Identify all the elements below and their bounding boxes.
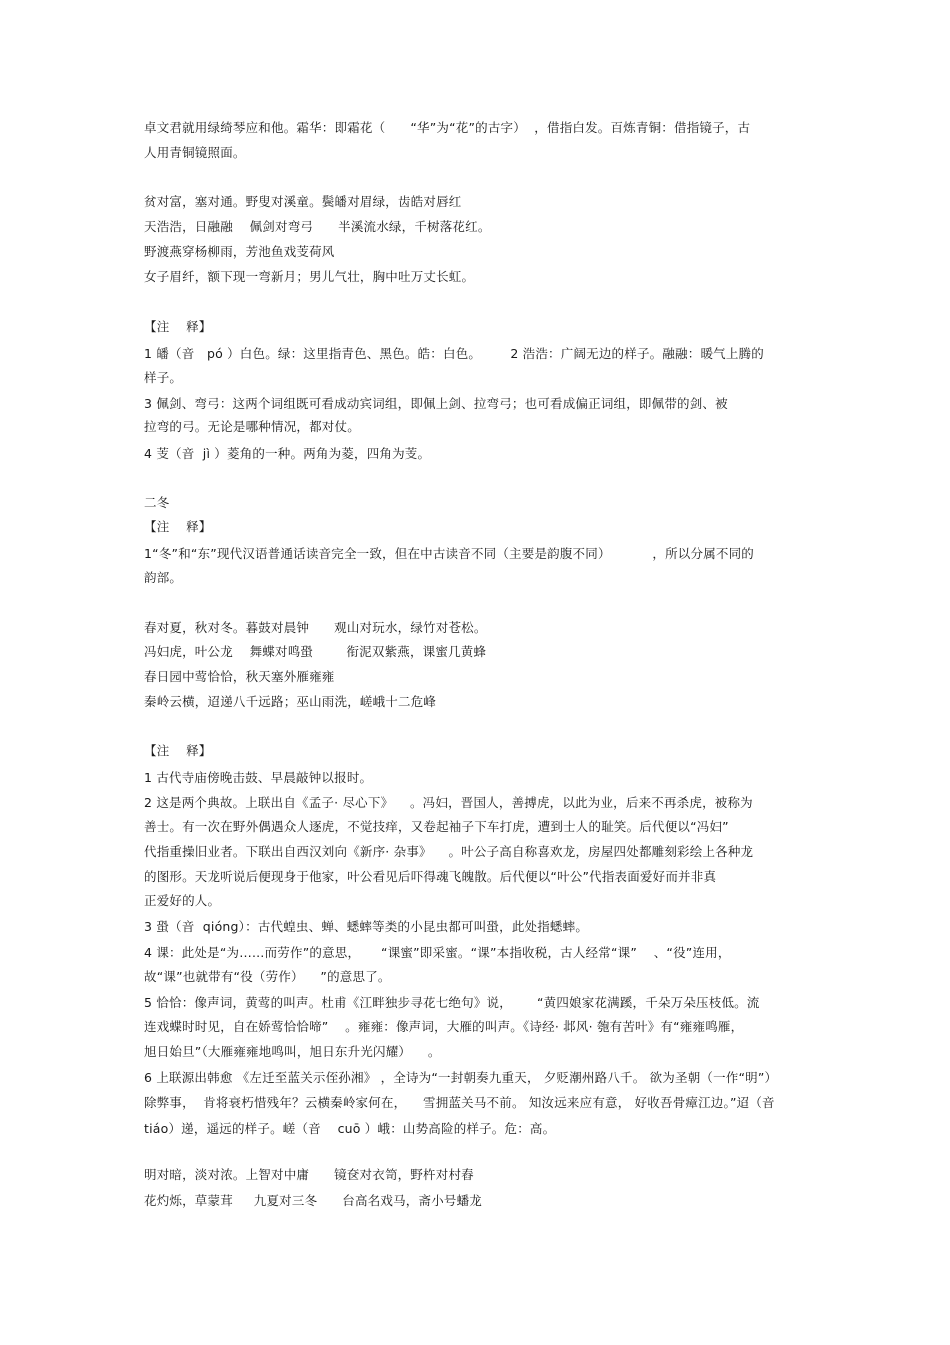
couplet-line: 春日园中莺恰恰，秋天塞外雁雍雍 [144,669,335,684]
note-line: 4 芰（音 jì ）菱角的一种。两角为菱，四角为芰。 [144,446,431,461]
couplet-line: 冯妇虎，叶公龙 舞蝶对鸣蛩 衔泥双紫燕，课蜜几黄蜂 [144,644,487,659]
note-line: 2 这是两个典故。上联出自《孟子· 尽心下》 。冯妇，晋国人，善搏虎，以此为业，后来不再杀虎，被称为 [144,795,753,810]
note-line: 5 恰恰：像声词，黄莺的叫声。杜甫《江畔独步寻花七绝句》说， “黄四娘家花满蹊，千朵万朵压枝低。流 [144,995,760,1010]
text-line: 人用青铜镜照面。 [144,145,246,160]
note-line: 旭日始旦”（大雁雍雍地鸣叫，旭日东升光闪耀） 。 [144,1044,441,1059]
note-line: 的图形。天龙听说后便现身于他家，叶公看见后吓得魂飞魄散。后代便以“叶公”代指表面爱好而并非真 [144,869,717,884]
note-line: 4 课：此处是“为……而劳作”的意思， “课蜜”即采蜜。“课”本指收税，古人经常“课” 、“役”连用， [144,945,731,960]
couplet-line: 贫对富，塞对通。野叟对溪童。鬓皤对眉绿，齿皓对唇红 [144,194,462,209]
notes-heading: 【注 释】 [144,743,212,758]
notes-heading: 【注 释】 [144,319,212,334]
note-line: 除弊事， 肯将衰朽惜残年？云横秦岭家何在， 雪拥蓝关马不前。 知汝远来应有意， 好收吾骨瘴江边。”迢（音 [144,1095,775,1110]
note-line: 3 佩剑、弯弓：这两个词组既可看成动宾词组，即佩上剑、拉弯弓；也可看成偏正词组，即佩带的剑、被 [144,396,728,411]
couplet-line: 明对暗，淡对浓。上智对中庸 镜奁对衣笥，野杵对村舂 [144,1167,474,1182]
note-line: 韵部。 [144,570,183,585]
couplet-line: 春对夏，秋对冬。暮鼓对晨钟 观山对玩水，绿竹对苍松。 [144,620,487,635]
note-line: 1 皤（音 pó ）白色。绿：这里指青色、黑色。皓：白色。 2 浩浩：广阔无边的样子。融融：暖气上腾的 [144,346,764,361]
note-line: 故“课”也就带有“役（劳作） ”的意思了。 [144,969,391,984]
couplet-line: 天浩浩，日融融 佩剑对弯弓 半溪流水绿，千树落花红。 [144,219,491,234]
note-line: 样子。 [144,370,183,385]
note-line: 代指重操旧业者。下联出自西汉刘向《新序· 杂事》 。叶公子高自称喜欢龙，房屋四处都雕刻彩绘上各种龙 [144,844,754,859]
note-line: 1“冬”和“东”现代汉语普通话读音完全一致，但在中古读音不同（主要是韵腹不同） ，所以分属不同的 [144,546,754,561]
section-heading: 二冬 [144,495,170,510]
note-line: 连戏蝶时时见，自在娇莺恰恰啼” 。雍雍：像声词，大雁的叫声。《诗经· 邶风· 匏有苦叶》有“雍雍鸣雁， [144,1019,744,1034]
note-line: 3 蛩（音 qióng）：古代蝗虫、蝉、蟋蟀等类的小昆虫都可叫蛩，此处指蟋蟀。 [144,919,589,934]
couplet-line: 野渡燕穿杨柳雨，芳池鱼戏芰荷风 [144,244,335,259]
note-line: 正爱好的人。 [144,893,221,908]
note-line: 拉弯的弓。无论是哪种情况，都对仗。 [144,419,360,434]
couplet-line: 花灼烁，草蒙茸 九夏对三冬 台高名戏马，斋小号蟠龙 [144,1193,483,1208]
note-line: tiáo）递，遥远的样子。嵯（音 cuō ）峨：山势高险的样子。危：高。 [144,1121,556,1136]
notes-heading: 【注 释】 [144,519,212,534]
couplet-line: 秦岭云横，迢递八千远路；巫山雨洗，嵯峨十二危峰 [144,694,437,709]
couplet-line: 女子眉纤，额下现一弯新月；男儿气壮，胸中吐万丈长虹。 [144,269,475,284]
text-line: 卓文君就用绿绮琴应和他。霜华：即霜花（ “华”为“花”的古字） ，借指白发。百炼青铜：借指镜子，古 [144,120,751,135]
note-line: 善士。有一次在野外偶遇众人逐虎，不觉技痒，又卷起袖子下车打虎，遭到士人的耻笑。后代便以“冯妇” [144,819,729,834]
note-line: 6 上联源出韩愈 《左迁至蓝关示侄孙湘》 ，全诗为“一封朝奏九重天， 夕贬潮州路八千。 欲为圣朝（一作“明”） [144,1070,778,1085]
note-line: 1 古代寺庙傍晚击鼓、早晨敲钟以报时。 [144,770,373,785]
